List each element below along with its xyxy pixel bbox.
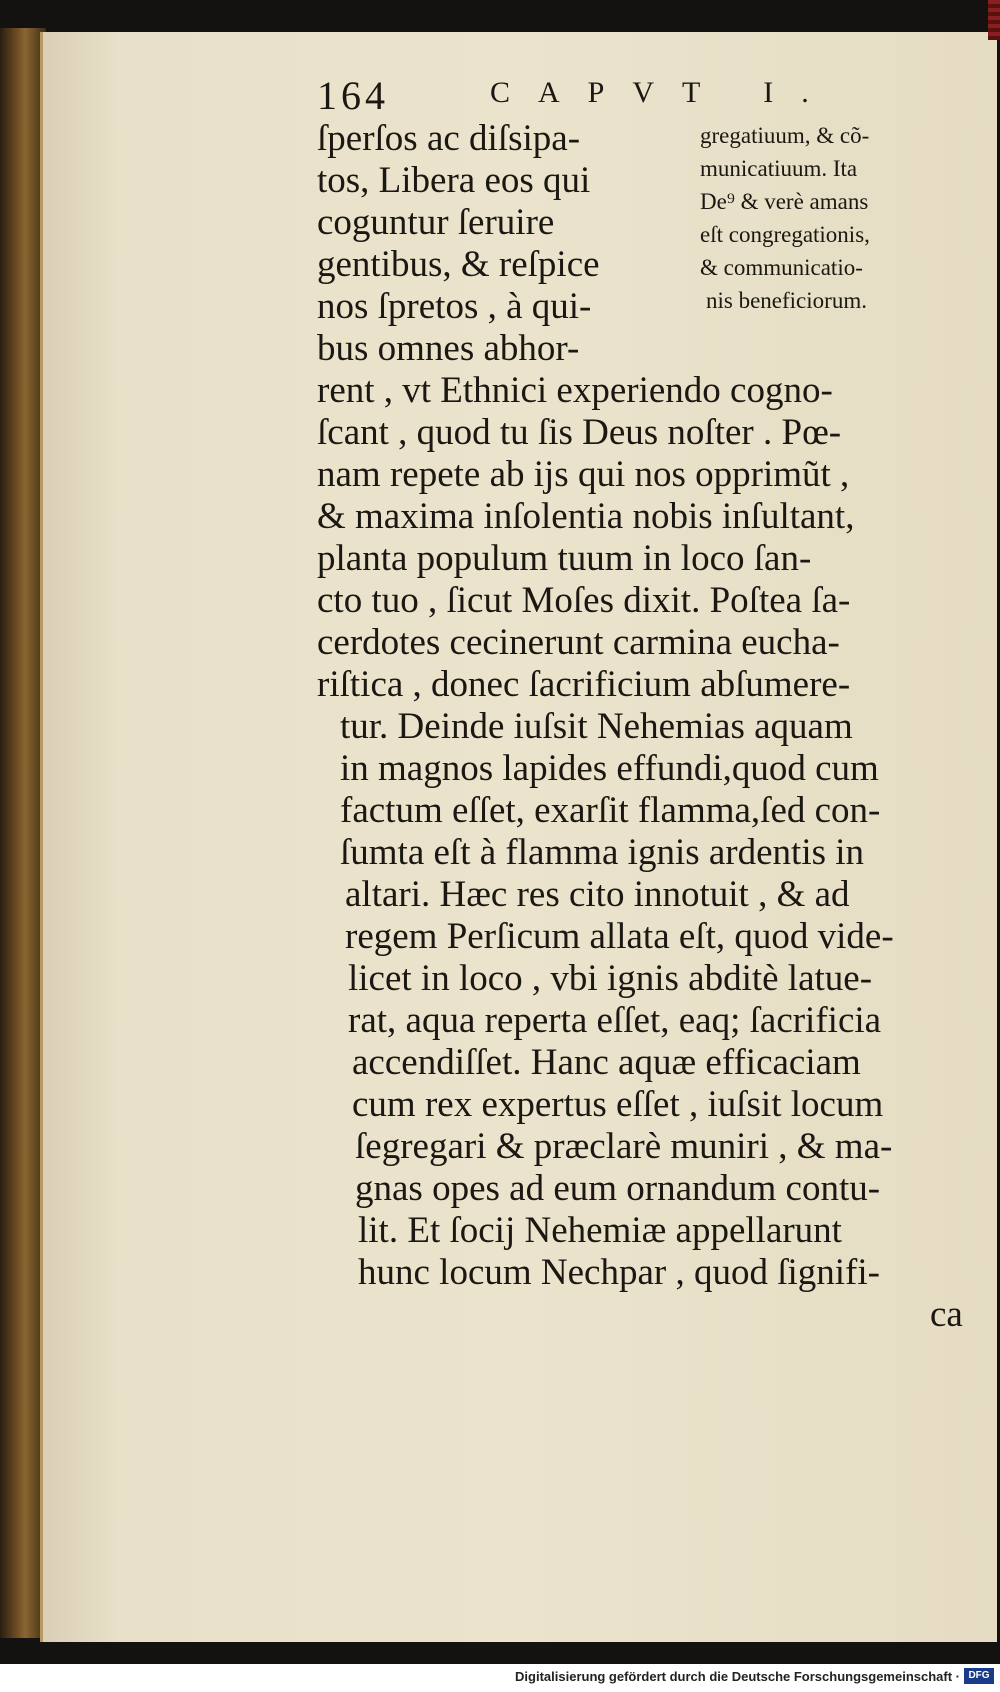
- text-line: coguntur ſeruire: [317, 202, 555, 243]
- text-line: cum rex expertus eſſet , iuſsit locum: [352, 1084, 884, 1125]
- text-line: cerdotes cecinerunt carmina eucha-: [317, 622, 840, 663]
- page-number: 164: [317, 73, 389, 118]
- text-line: rent , vt Ethnici experiendo cogno-: [317, 370, 833, 411]
- text-line: gnas opes ad eum ornandum contu-: [355, 1168, 881, 1209]
- catchword: ca: [930, 1294, 963, 1335]
- text-line: factum eſſet, exarſit flamma,ſed con-: [340, 790, 881, 831]
- text-line: hunc locum Nechpar , quod ſignifi-: [358, 1252, 880, 1293]
- text-line: tos, Libera eos qui: [317, 160, 591, 201]
- text-line: ſcant , quod tu ſis Deus noſter . Pœ-: [317, 412, 842, 453]
- text-line: nam repete ab ijs qui nos opprimũt ,: [317, 454, 850, 495]
- text-line: riſtica , donec ſacrificium abſumere-: [317, 664, 851, 705]
- text-line: lit. Et ſocij Nehemiæ appellarunt: [358, 1210, 842, 1251]
- text-line: rat, aqua reperta eſſet, eaq; ſacrificia: [348, 1000, 882, 1041]
- note-line: municatiuum. Ita: [700, 156, 858, 181]
- text-line: regem Perſicum allata eſt, quod vide-: [345, 916, 894, 957]
- text-line: & maxima inſolentia nobis inſultant,: [317, 496, 855, 537]
- note-line: eſt congregationis,: [700, 222, 870, 247]
- note-line: De⁹ & verè amans: [700, 189, 869, 214]
- text-line: bus omnes abhor-: [317, 328, 580, 369]
- text-line: accendiſſet. Hanc aquæ efficaciam: [352, 1042, 861, 1083]
- text-line: altari. Hæc res cito innotuit , & ad: [345, 874, 850, 915]
- dfg-logo-icon: DFG: [964, 1668, 994, 1684]
- text-line: planta populum tuum in loco ſan-: [317, 538, 812, 579]
- running-head: CAPVT I.: [490, 76, 837, 109]
- text-line: cto tuo , ſicut Moſes dixit. Poſtea ſa-: [317, 580, 851, 621]
- text-line: gentibus, & reſpice: [317, 244, 600, 285]
- text-line: licet in loco , vbi ignis abditè latue-: [348, 958, 873, 999]
- text-line: in magnos lapides effundi,quod cum: [340, 748, 879, 789]
- note-line: & communicatio-: [700, 255, 863, 280]
- note-line: nis beneficiorum.: [706, 288, 867, 313]
- color-reference-strip: [988, 0, 1000, 40]
- text-line: tur. Deinde iuſsit Nehemias aquam: [340, 706, 853, 747]
- text-line: ſperſos ac diſsipa-: [317, 118, 581, 159]
- footer-credit: Digitalisierung gefördert durch die Deutsche Forschungsgemeinschaft ·: [515, 1669, 960, 1684]
- note-line: gregatiuum, & cõ-: [700, 123, 870, 148]
- text-line: nos ſpretos , à qui-: [317, 286, 592, 327]
- text-line: ſumta eſt à flamma ignis ardentis in: [340, 832, 865, 873]
- text-line: ſegregari & præclarè muniri , & ma-: [355, 1126, 893, 1167]
